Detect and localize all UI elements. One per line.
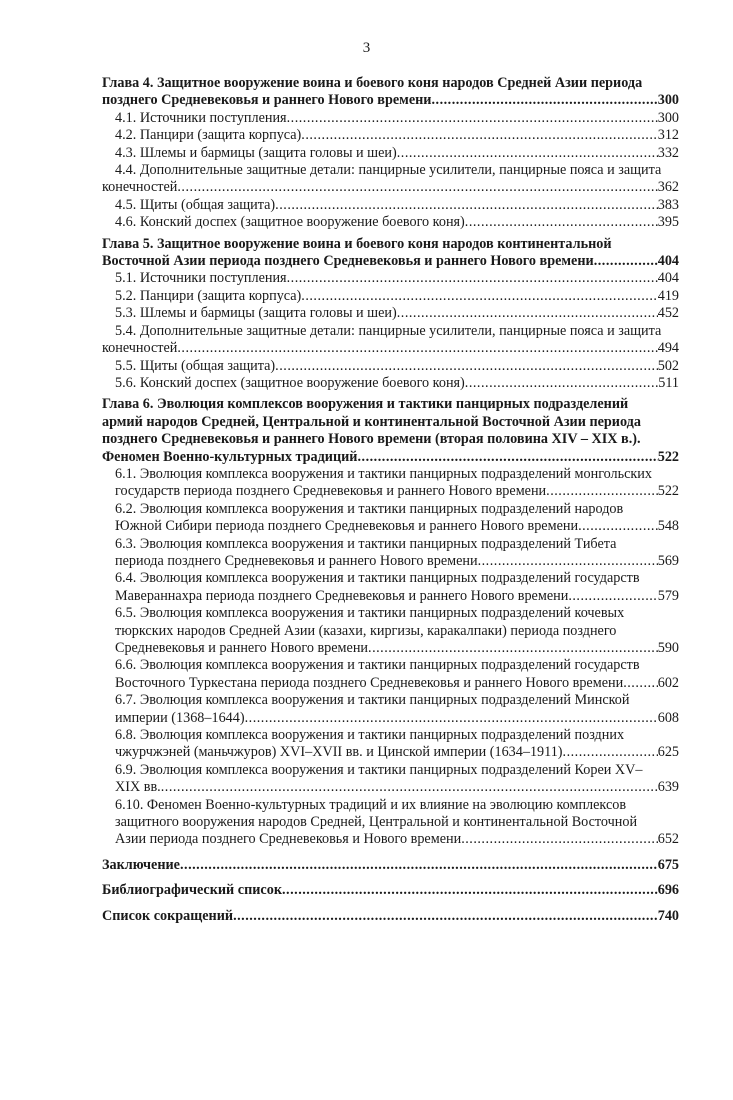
table-of-contents xyxy=(102,75,679,925)
dot-leader xyxy=(275,197,658,214)
toc-title: периода позднего Средневековья и раннего Нового времени xyxy=(115,552,478,569)
toc-chapter[interactable] xyxy=(102,396,679,466)
toc-page-number: 652 xyxy=(657,831,679,848)
toc-page-number: 502 xyxy=(657,357,679,374)
toc-page-number: 639 xyxy=(657,779,679,796)
toc-section[interactable] xyxy=(102,323,679,358)
toc-line: 6.9. Эволюция комплекса вооружения и тактики панцирных подразделений Кореи XV– xyxy=(115,761,643,778)
toc-line: защитного вооружения народов Средней, Центральной и континентальной Восточной xyxy=(115,814,638,831)
toc-title: Южной Сибири периода позднего Средневековья и раннего Нового времени xyxy=(115,518,579,535)
dot-leader xyxy=(161,779,658,796)
toc-page-number: 362 xyxy=(657,179,679,196)
dot-leader xyxy=(623,675,658,692)
toc-title: Библиографический список xyxy=(102,882,282,899)
toc-title: XIX вв. xyxy=(115,779,161,796)
toc-page-number: 452 xyxy=(657,305,679,322)
toc-page-number: 696 xyxy=(657,882,679,899)
toc-page-number: 522 xyxy=(657,483,679,500)
toc-leader-line xyxy=(102,908,679,925)
toc-backmatter[interactable] xyxy=(102,908,679,925)
toc-title: 4.6. Конский доспех (защитное вооружение боевого коня) xyxy=(115,214,465,231)
dot-leader xyxy=(578,518,658,535)
toc-section[interactable] xyxy=(102,466,679,501)
toc-leader-line xyxy=(115,375,679,392)
toc-line: 6.8. Эволюция комплекса вооружения и тактики панцирных подразделений поздних xyxy=(115,727,625,744)
dot-leader xyxy=(180,857,658,874)
toc-title: конечностей xyxy=(102,340,178,357)
toc-leader-line xyxy=(115,588,679,605)
toc-line: позднего Средневековья и раннего Нового времени (вторая половина XIV – XIX в.). xyxy=(102,431,641,448)
toc-leader-line xyxy=(115,214,679,231)
toc-section[interactable] xyxy=(102,288,679,305)
toc-backmatter[interactable] xyxy=(102,857,679,874)
toc-line: Глава 6. Эволюция комплексов вооружения и тактики панцирных подразделений xyxy=(102,396,629,413)
toc-page-number: 419 xyxy=(657,287,679,304)
toc-page-number: 404 xyxy=(657,253,679,270)
dot-leader xyxy=(233,908,658,925)
toc-title: 5.3. Шлемы и бармицы (защита головы и шеи) xyxy=(115,305,397,322)
toc-leader-line xyxy=(115,305,679,322)
dot-leader xyxy=(465,375,658,392)
dot-leader xyxy=(397,145,658,162)
toc-page-number: 300 xyxy=(657,109,679,126)
dot-leader xyxy=(368,640,658,657)
toc-page-number: 494 xyxy=(657,340,679,357)
toc-page-number: 522 xyxy=(657,448,679,465)
toc-section[interactable] xyxy=(102,657,679,692)
toc-leader-line xyxy=(115,358,679,375)
toc-leader-line xyxy=(115,518,679,535)
toc-line: 6.6. Эволюция комплекса вооружения и тактики панцирных подразделений государств xyxy=(115,657,640,674)
toc-section[interactable] xyxy=(102,214,679,231)
toc-line: 6.5. Эволюция комплекса вооружения и тактики панцирных подразделений кочевых xyxy=(115,605,625,622)
dot-leader xyxy=(431,92,657,109)
dot-leader xyxy=(301,127,657,144)
toc-leader-line xyxy=(115,640,679,657)
toc-leader-line xyxy=(115,483,679,500)
toc-chapter[interactable] xyxy=(102,75,679,110)
toc-section[interactable] xyxy=(102,305,679,322)
dot-leader xyxy=(465,214,658,231)
toc-section[interactable] xyxy=(102,605,679,657)
toc-title: 4.2. Панцири (защита корпуса) xyxy=(115,127,302,144)
toc-line: 6.10. Феномен Военно-культурных традиций и их влияние на эволюцию комплексов xyxy=(115,796,627,813)
page-number: 3 xyxy=(362,40,371,56)
toc-page-number: 675 xyxy=(657,856,679,873)
dot-leader xyxy=(568,588,657,605)
toc-section[interactable] xyxy=(102,762,679,797)
toc-page-number: 740 xyxy=(657,907,679,924)
toc-page-number: 625 xyxy=(657,744,679,761)
toc-title: Список сокращений xyxy=(102,907,234,924)
toc-title: 5.6. Конский доспех (защитное вооружение боевого коня) xyxy=(115,374,465,391)
toc-title: 5.2. Панцири (защита корпуса) xyxy=(115,287,302,304)
toc-line: армий народов Средней, Центральной и континентальной Восточной Азии периода xyxy=(102,413,641,430)
toc-leader-line xyxy=(115,779,679,796)
toc-title: Феномен Военно-культурных традиций xyxy=(102,448,358,465)
toc-section[interactable] xyxy=(102,358,679,375)
dot-leader xyxy=(478,553,658,570)
toc-page-number: 404 xyxy=(657,270,679,287)
toc-title: империи (1368–1644) xyxy=(115,709,245,726)
toc-title: Заключение xyxy=(102,856,180,873)
toc-line: 4.4. Дополнительные защитные детали: панцирные усилители, панцирные пояса и защита xyxy=(115,162,662,179)
toc-page-number: 548 xyxy=(657,518,679,535)
toc-page-number: 511 xyxy=(658,374,679,391)
toc-line: Глава 4. Защитное вооружение воина и боевого коня народов Средней Азии периода xyxy=(102,75,643,91)
toc-title: 4.1. Источники поступления xyxy=(115,109,287,126)
toc-line: тюркских народов Средней Азии (казахи, киргизы, каракалпаки) периода позднего xyxy=(115,622,617,639)
toc-section[interactable] xyxy=(102,797,679,849)
toc-line: 6.1. Эволюция комплекса вооружения и тактики панцирных подразделений монгольских xyxy=(115,465,652,482)
toc-leader-line xyxy=(115,270,679,287)
toc-leader-line xyxy=(102,882,679,899)
toc-leader-line xyxy=(115,110,679,127)
toc-leader-line xyxy=(102,340,679,357)
toc-page-number: 312 xyxy=(657,127,679,144)
dot-leader xyxy=(301,288,657,305)
toc-leader-line xyxy=(115,127,679,144)
toc-title: государств периода позднего Средневековья и раннего Нового времени xyxy=(115,483,547,500)
toc-page-number: 590 xyxy=(657,640,679,656)
toc-title: Восточного Туркестана периода позднего Средневековья и раннего Нового времени xyxy=(115,674,624,691)
toc-leader-line xyxy=(115,553,679,570)
toc-section[interactable] xyxy=(102,501,679,536)
toc-title: Азии периода позднего Средневековья и Нового времени xyxy=(115,831,462,848)
toc-leader-line xyxy=(115,288,679,305)
toc-section[interactable] xyxy=(102,270,679,287)
toc-title: позднего Средневековья и раннего Нового времени xyxy=(102,92,432,109)
dot-leader xyxy=(287,110,658,127)
toc-page-number: 395 xyxy=(657,214,679,231)
toc-section[interactable] xyxy=(102,110,679,127)
toc-title: конечностей xyxy=(102,179,178,196)
toc-title: Средневековья и раннего Нового времени xyxy=(115,640,369,656)
toc-leader-line xyxy=(115,675,679,692)
toc-page-number: 608 xyxy=(657,709,679,726)
toc-leader-line xyxy=(102,92,679,109)
toc-title: Восточной Азии периода позднего Средневековья и раннего Нового времени xyxy=(102,253,594,270)
toc-page-number: 569 xyxy=(657,552,679,569)
toc-section[interactable] xyxy=(102,727,679,762)
dot-leader xyxy=(357,449,657,466)
toc-section[interactable] xyxy=(102,127,679,144)
toc-page-number: 332 xyxy=(657,144,679,161)
dot-leader xyxy=(563,744,658,761)
toc-title: 4.5. Щиты (общая защита) xyxy=(115,196,276,213)
toc-page-number: 602 xyxy=(657,674,679,691)
toc-title: 4.3. Шлемы и бармицы (защита головы и шеи) xyxy=(115,144,397,161)
dot-leader xyxy=(177,340,657,357)
toc-section[interactable] xyxy=(102,692,679,727)
dot-leader xyxy=(282,882,658,899)
toc-leader-line xyxy=(115,197,679,214)
toc-line: 6.3. Эволюция комплекса вооружения и тактики панцирных подразделений Тибета xyxy=(115,535,617,552)
toc-line: 5.4. Дополнительные защитные детали: панцирные усилители, панцирные пояса и защита xyxy=(115,322,662,339)
dot-leader xyxy=(287,270,658,287)
toc-page-number: 383 xyxy=(657,196,679,213)
toc-page-number: 579 xyxy=(657,587,679,604)
toc-leader-line xyxy=(115,744,679,761)
toc-title: чжурчжэней (маньчжуров) XVI–XVII вв. и Цинской империи (1634–1911) xyxy=(115,744,563,761)
toc-leader-line xyxy=(102,253,679,270)
toc-section[interactable] xyxy=(102,570,679,605)
toc-section[interactable] xyxy=(102,145,679,162)
toc-section[interactable] xyxy=(102,536,679,571)
toc-leader-line xyxy=(102,449,679,466)
toc-leader-line xyxy=(115,710,679,727)
dot-leader xyxy=(245,710,658,727)
dot-leader xyxy=(594,253,658,270)
toc-backmatter[interactable] xyxy=(102,882,679,899)
toc-section[interactable] xyxy=(102,197,679,214)
toc-leader-line xyxy=(115,145,679,162)
toc-line: 6.4. Эволюция комплекса вооружения и тактики панцирных подразделений государств xyxy=(115,570,640,587)
toc-title: Мавераннахра периода позднего Средневековья и раннего Нового времени xyxy=(115,587,569,604)
dot-leader xyxy=(461,831,658,848)
dot-leader xyxy=(177,179,657,196)
toc-leader-line xyxy=(102,179,679,196)
toc-line: 6.2. Эволюция комплекса вооружения и тактики панцирных подразделений народов xyxy=(115,500,624,517)
toc-section[interactable] xyxy=(102,162,679,197)
dot-leader xyxy=(275,358,658,375)
dot-leader xyxy=(397,305,658,322)
dot-leader xyxy=(546,483,658,500)
toc-chapter[interactable] xyxy=(102,236,679,271)
toc-section[interactable] xyxy=(102,375,679,392)
toc-page-number: 300 xyxy=(657,92,679,109)
toc-line: Глава 5. Защитное вооружение воина и боевого коня народов континентальной xyxy=(102,235,612,252)
toc-line: 6.7. Эволюция комплекса вооружения и тактики панцирных подразделений Минской xyxy=(115,692,630,709)
toc-leader-line xyxy=(115,831,679,848)
toc-leader-line xyxy=(102,857,679,874)
toc-title: 5.5. Щиты (общая защита) xyxy=(115,357,276,374)
toc-title: 5.1. Источники поступления xyxy=(115,270,287,287)
